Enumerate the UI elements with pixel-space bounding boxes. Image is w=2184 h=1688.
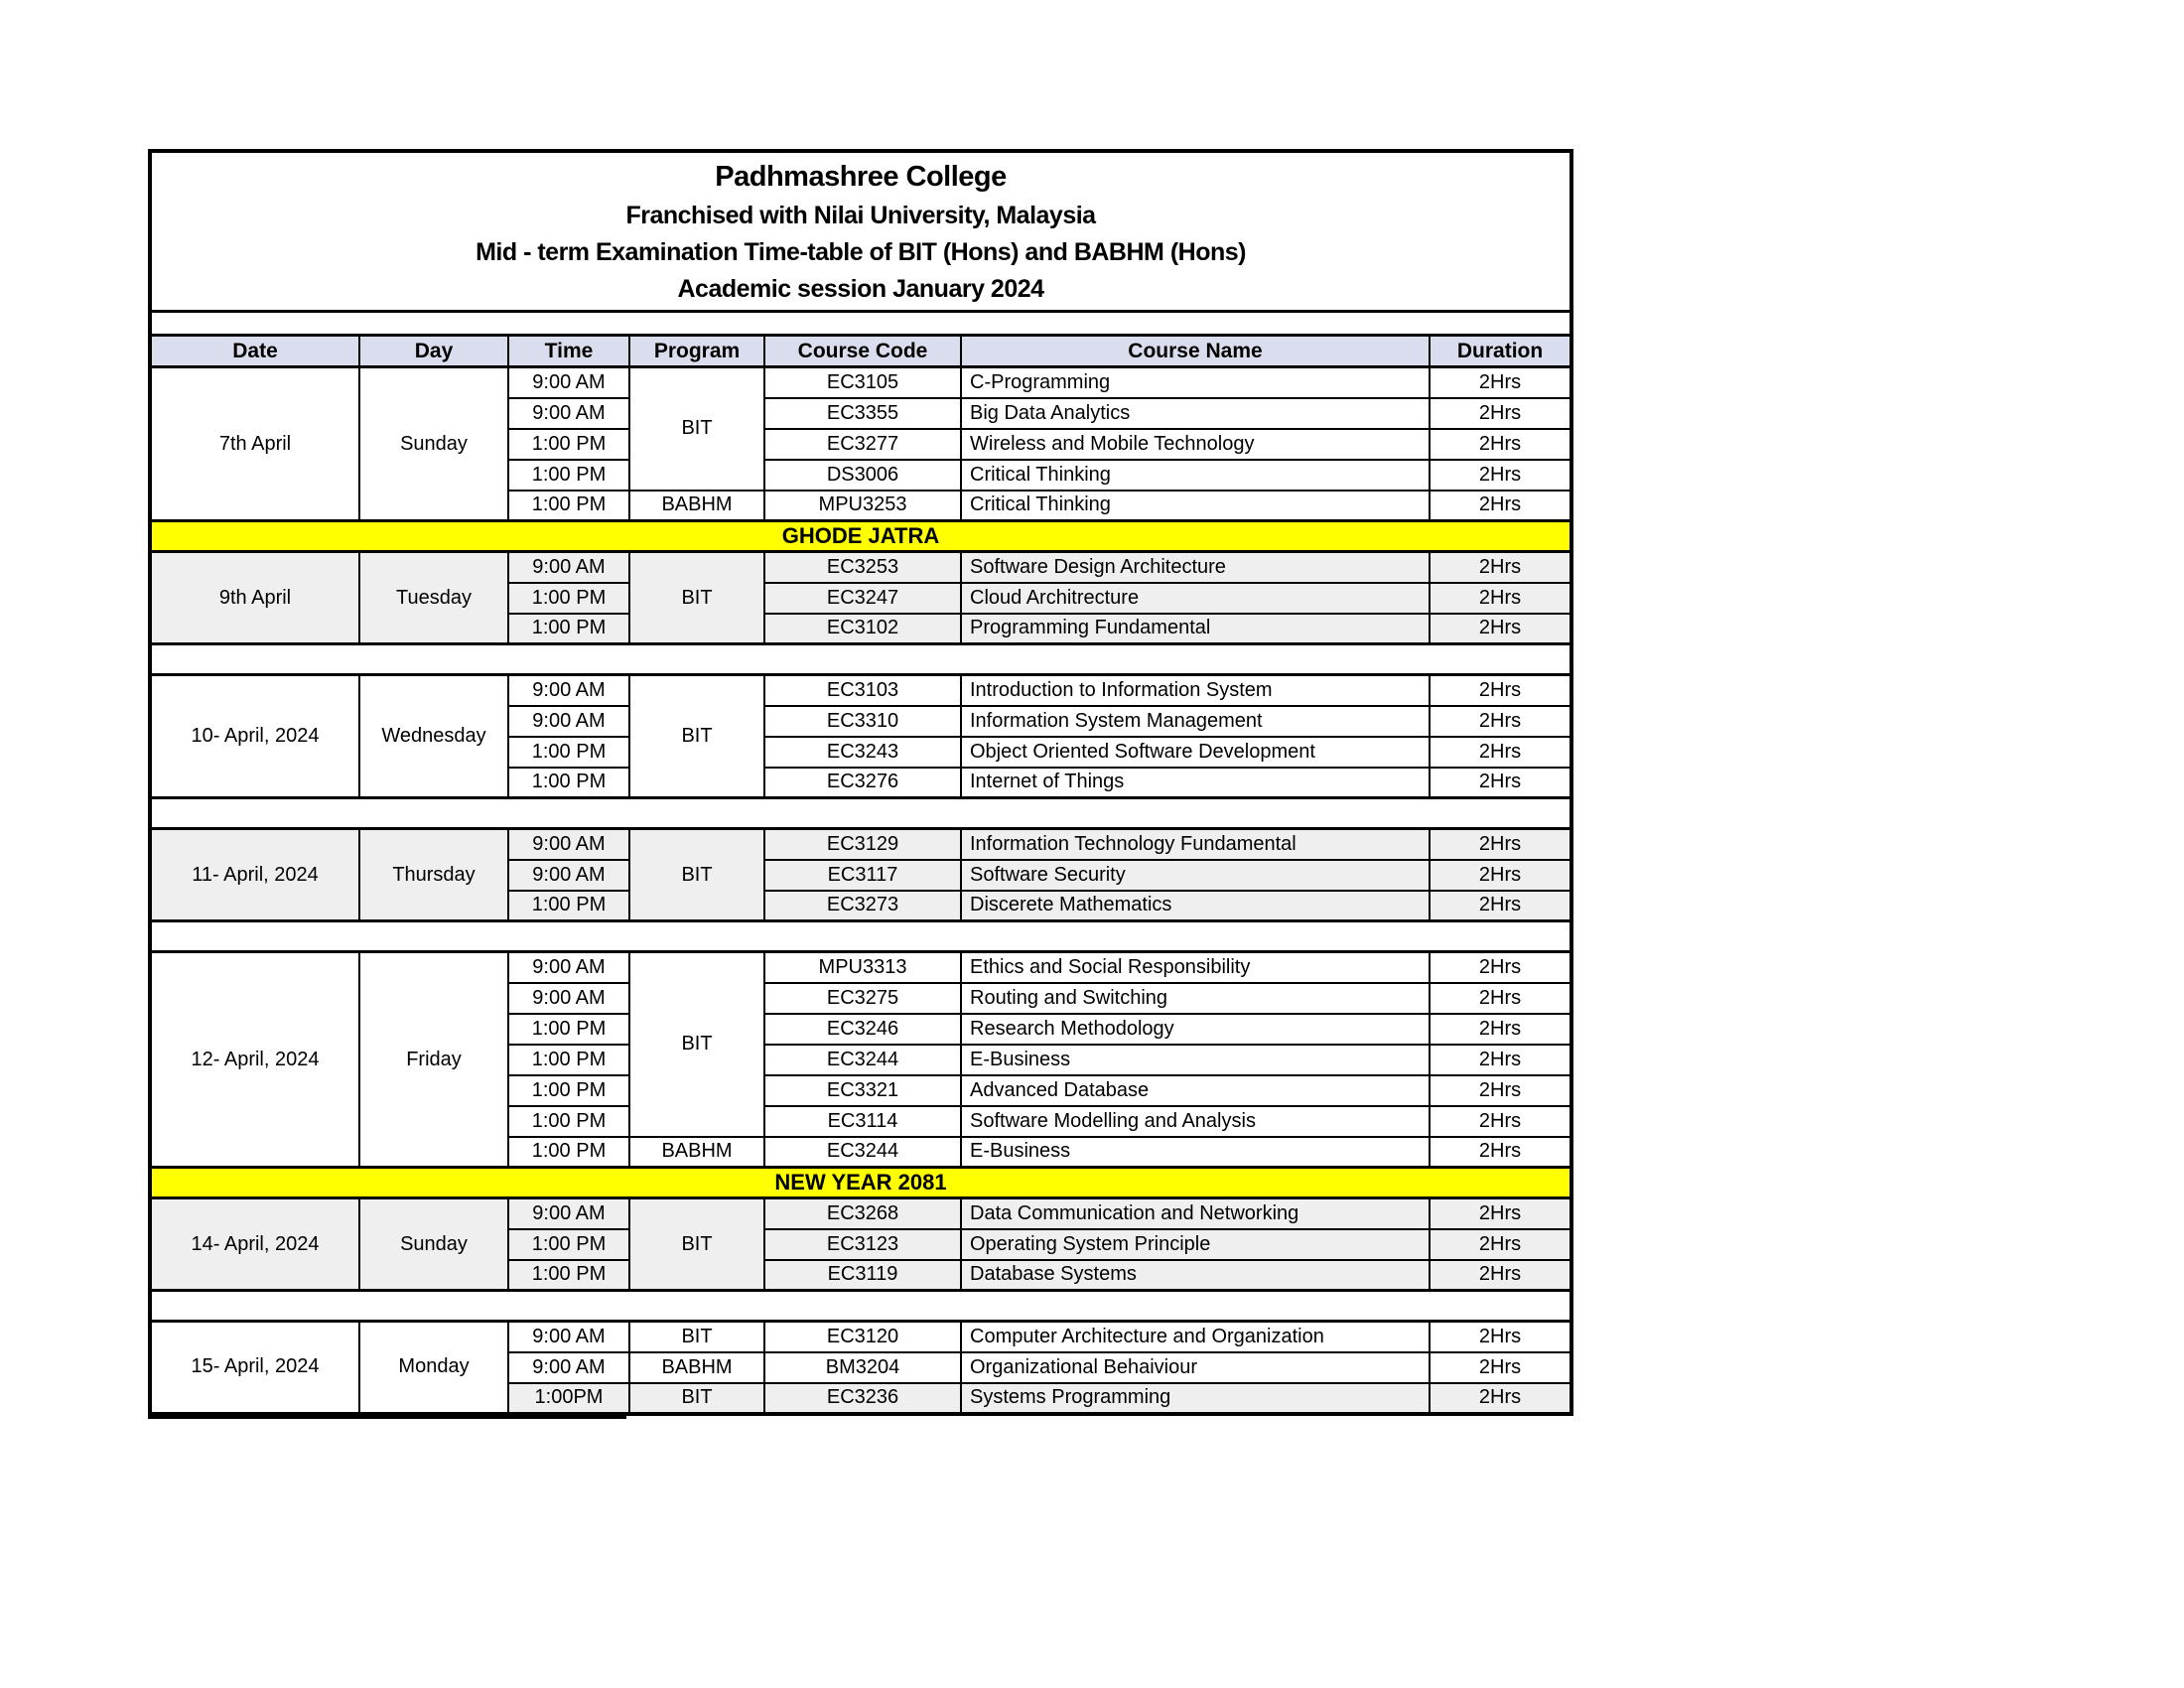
date-cell: 9th April: [150, 552, 359, 644]
course-code-cell: EC3246: [764, 1014, 961, 1045]
program-cell: BIT: [629, 1322, 764, 1352]
spacer-row: [150, 644, 1571, 675]
col-header-course-code: Course Code: [764, 336, 961, 367]
duration-cell: 2Hrs: [1430, 1137, 1571, 1168]
course-name-cell: Information Technology Fundamental: [961, 829, 1430, 860]
column-header-row: [150, 336, 1571, 367]
session-line: Academic session January 2024: [677, 274, 1044, 303]
course-code-cell: EC3117: [764, 860, 961, 891]
duration-cell: 2Hrs: [1430, 768, 1571, 798]
time-cell: 9:00 AM: [508, 552, 629, 583]
course-name-cell: Organizational Behaiviour: [961, 1352, 1430, 1383]
course-code-cell: EC3119: [764, 1260, 961, 1291]
time-cell: 9:00 AM: [508, 675, 629, 706]
program-cell: BIT: [629, 367, 764, 491]
time-cell: 1:00PM: [508, 1383, 629, 1414]
course-name-cell: Critical Thinking: [961, 491, 1430, 521]
day-cell: Friday: [359, 952, 508, 1168]
spacer-cell: [150, 1291, 1571, 1322]
day-cell: Wednesday: [359, 675, 508, 798]
course-name-cell: Ethics and Social Responsibility: [961, 952, 1430, 983]
duration-cell: 2Hrs: [1430, 1045, 1571, 1075]
duration-cell: 2Hrs: [1430, 367, 1571, 398]
table-row: [150, 552, 1571, 583]
program-cell: BIT: [629, 552, 764, 644]
duration-cell: 2Hrs: [1430, 398, 1571, 429]
bottom-border-artifact: [148, 1415, 626, 1419]
time-cell: 9:00 AM: [508, 367, 629, 398]
time-cell: 1:00 PM: [508, 1106, 629, 1137]
col-header-program: Program: [629, 336, 764, 367]
course-name-cell: Computer Architecture and Organization: [961, 1322, 1430, 1352]
exam-timetable: [148, 149, 1573, 1416]
time-cell: 1:00 PM: [508, 1014, 629, 1045]
duration-cell: 2Hrs: [1430, 583, 1571, 614]
course-name-cell: Wireless and Mobile Technology: [961, 429, 1430, 460]
time-cell: 9:00 AM: [508, 706, 629, 737]
holiday-band-label: NEW YEAR 2081: [150, 1168, 1571, 1198]
time-cell: 1:00 PM: [508, 737, 629, 768]
duration-cell: 2Hrs: [1430, 860, 1571, 891]
time-cell: 1:00 PM: [508, 429, 629, 460]
col-header-time: Time: [508, 336, 629, 367]
course-name-cell: Big Data Analytics: [961, 398, 1430, 429]
table-row: [150, 829, 1571, 860]
col-header-course-name: Course Name: [961, 336, 1430, 367]
program-cell: BABHM: [629, 491, 764, 521]
time-cell: 9:00 AM: [508, 398, 629, 429]
course-code-cell: EC3129: [764, 829, 961, 860]
duration-cell: 2Hrs: [1430, 829, 1571, 860]
course-name-cell: Critical Thinking: [961, 460, 1430, 491]
course-name-cell: Programming Fundamental: [961, 614, 1430, 644]
course-code-cell: EC3275: [764, 983, 961, 1014]
duration-cell: 2Hrs: [1430, 737, 1571, 768]
program-cell: BABHM: [629, 1352, 764, 1383]
course-name-cell: Introduction to Information System: [961, 675, 1430, 706]
time-cell: 1:00 PM: [508, 614, 629, 644]
program-cell: BIT: [629, 1383, 764, 1414]
course-code-cell: EC3105: [764, 367, 961, 398]
day-cell: Thursday: [359, 829, 508, 921]
duration-cell: 2Hrs: [1430, 491, 1571, 521]
course-name-cell: Software Security: [961, 860, 1430, 891]
course-code-cell: BM3204: [764, 1352, 961, 1383]
spacer-row: [150, 798, 1571, 829]
spacer-row: [150, 921, 1571, 952]
spacer-cell: [150, 798, 1571, 829]
course-name-cell: Research Methodology: [961, 1014, 1430, 1045]
course-code-cell: EC3243: [764, 737, 961, 768]
holiday-band-row: [150, 1168, 1571, 1198]
table-row: [150, 675, 1571, 706]
duration-cell: 2Hrs: [1430, 1229, 1571, 1260]
time-cell: 9:00 AM: [508, 952, 629, 983]
date-cell: 11- April, 2024: [150, 829, 359, 921]
course-code-cell: EC3103: [764, 675, 961, 706]
time-cell: 1:00 PM: [508, 891, 629, 921]
col-header-date: Date: [150, 336, 359, 367]
course-name-cell: Software Design Architecture: [961, 552, 1430, 583]
duration-cell: 2Hrs: [1430, 614, 1571, 644]
course-code-cell: EC3276: [764, 768, 961, 798]
course-code-cell: EC3273: [764, 891, 961, 921]
day-cell: Tuesday: [359, 552, 508, 644]
timetable-line: Mid - term Examination Time-table of BIT (Hons) and BABHM (Hons): [476, 237, 1246, 266]
time-cell: 9:00 AM: [508, 1352, 629, 1383]
college-name: Padhmashree College: [715, 160, 1007, 193]
course-name-cell: Object Oriented Software Development: [961, 737, 1430, 768]
table-row: [150, 1322, 1571, 1352]
title-block-row: [150, 151, 1571, 312]
date-cell: 15- April, 2024: [150, 1322, 359, 1414]
spacer-cell: [150, 921, 1571, 952]
duration-cell: 2Hrs: [1430, 1075, 1571, 1106]
course-code-cell: EC3102: [764, 614, 961, 644]
duration-cell: 2Hrs: [1430, 1198, 1571, 1229]
course-name-cell: Database Systems: [961, 1260, 1430, 1291]
time-cell: 9:00 AM: [508, 983, 629, 1014]
course-code-cell: EC3321: [764, 1075, 961, 1106]
time-cell: 9:00 AM: [508, 1198, 629, 1229]
time-cell: 1:00 PM: [508, 768, 629, 798]
course-code-cell: EC3120: [764, 1322, 961, 1352]
course-code-cell: EC3236: [764, 1383, 961, 1414]
table-row: [150, 367, 1571, 398]
title-block: [150, 151, 1571, 312]
course-name-cell: Internet of Things: [961, 768, 1430, 798]
time-cell: 1:00 PM: [508, 1229, 629, 1260]
duration-cell: 2Hrs: [1430, 952, 1571, 983]
course-code-cell: EC3253: [764, 552, 961, 583]
time-cell: 1:00 PM: [508, 1137, 629, 1168]
course-name-cell: E-Business: [961, 1137, 1430, 1168]
time-cell: 1:00 PM: [508, 583, 629, 614]
course-code-cell: EC3244: [764, 1137, 961, 1168]
day-cell: Sunday: [359, 1198, 508, 1291]
program-cell: BIT: [629, 1198, 764, 1291]
course-name-cell: Cloud Architrecture: [961, 583, 1430, 614]
date-cell: 10- April, 2024: [150, 675, 359, 798]
col-header-duration: Duration: [1430, 336, 1571, 367]
course-code-cell: EC3244: [764, 1045, 961, 1075]
course-code-cell: EC3268: [764, 1198, 961, 1229]
duration-cell: 2Hrs: [1430, 1106, 1571, 1137]
duration-cell: 2Hrs: [1430, 983, 1571, 1014]
duration-cell: 2Hrs: [1430, 675, 1571, 706]
title-gap-row: [150, 312, 1571, 336]
course-code-cell: EC3355: [764, 398, 961, 429]
spacer-row: [150, 1291, 1571, 1322]
course-name-cell: Advanced Database: [961, 1075, 1430, 1106]
course-name-cell: Software Modelling and Analysis: [961, 1106, 1430, 1137]
date-cell: 7th April: [150, 367, 359, 521]
duration-cell: 2Hrs: [1430, 1383, 1571, 1414]
time-cell: 1:00 PM: [508, 1075, 629, 1106]
table-row: [150, 952, 1571, 983]
course-code-cell: DS3006: [764, 460, 961, 491]
holiday-band-label: GHODE JATRA: [150, 521, 1571, 552]
duration-cell: 2Hrs: [1430, 706, 1571, 737]
duration-cell: 2Hrs: [1430, 1260, 1571, 1291]
duration-cell: 2Hrs: [1430, 1352, 1571, 1383]
time-cell: 9:00 AM: [508, 829, 629, 860]
time-cell: 1:00 PM: [508, 1260, 629, 1291]
course-code-cell: EC3247: [764, 583, 961, 614]
course-name-cell: Discerete Mathematics: [961, 891, 1430, 921]
course-name-cell: Operating System Principle: [961, 1229, 1430, 1260]
course-code-cell: EC3114: [764, 1106, 961, 1137]
time-cell: 9:00 AM: [508, 1322, 629, 1352]
program-cell: BABHM: [629, 1137, 764, 1168]
time-cell: 1:00 PM: [508, 491, 629, 521]
course-name-cell: C-Programming: [961, 367, 1430, 398]
duration-cell: 2Hrs: [1430, 891, 1571, 921]
duration-cell: 2Hrs: [1430, 552, 1571, 583]
time-cell: 9:00 AM: [508, 860, 629, 891]
duration-cell: 2Hrs: [1430, 429, 1571, 460]
course-name-cell: Systems Programming: [961, 1383, 1430, 1414]
holiday-band-row: [150, 521, 1571, 552]
day-cell: Monday: [359, 1322, 508, 1414]
program-cell: BIT: [629, 829, 764, 921]
course-name-cell: Routing and Switching: [961, 983, 1430, 1014]
course-code-cell: EC3123: [764, 1229, 961, 1260]
course-name-cell: E-Business: [961, 1045, 1430, 1075]
course-name-cell: Information System Management: [961, 706, 1430, 737]
document-sheet: [148, 149, 1573, 1419]
duration-cell: 2Hrs: [1430, 460, 1571, 491]
course-code-cell: MPU3253: [764, 491, 961, 521]
course-code-cell: MPU3313: [764, 952, 961, 983]
course-code-cell: EC3310: [764, 706, 961, 737]
table-row: [150, 1198, 1571, 1229]
day-cell: Sunday: [359, 367, 508, 521]
date-cell: 14- April, 2024: [150, 1198, 359, 1291]
course-name-cell: Data Communication and Networking: [961, 1198, 1430, 1229]
time-cell: 1:00 PM: [508, 460, 629, 491]
franchise-line: Franchised with Nilai University, Malaysia: [625, 201, 1096, 229]
spacer-cell: [150, 644, 1571, 675]
course-code-cell: EC3277: [764, 429, 961, 460]
program-cell: BIT: [629, 952, 764, 1137]
program-cell: BIT: [629, 675, 764, 798]
date-cell: 12- April, 2024: [150, 952, 359, 1168]
time-cell: 1:00 PM: [508, 1045, 629, 1075]
duration-cell: 2Hrs: [1430, 1322, 1571, 1352]
gap-cell: [150, 312, 1571, 336]
col-header-day: Day: [359, 336, 508, 367]
duration-cell: 2Hrs: [1430, 1014, 1571, 1045]
